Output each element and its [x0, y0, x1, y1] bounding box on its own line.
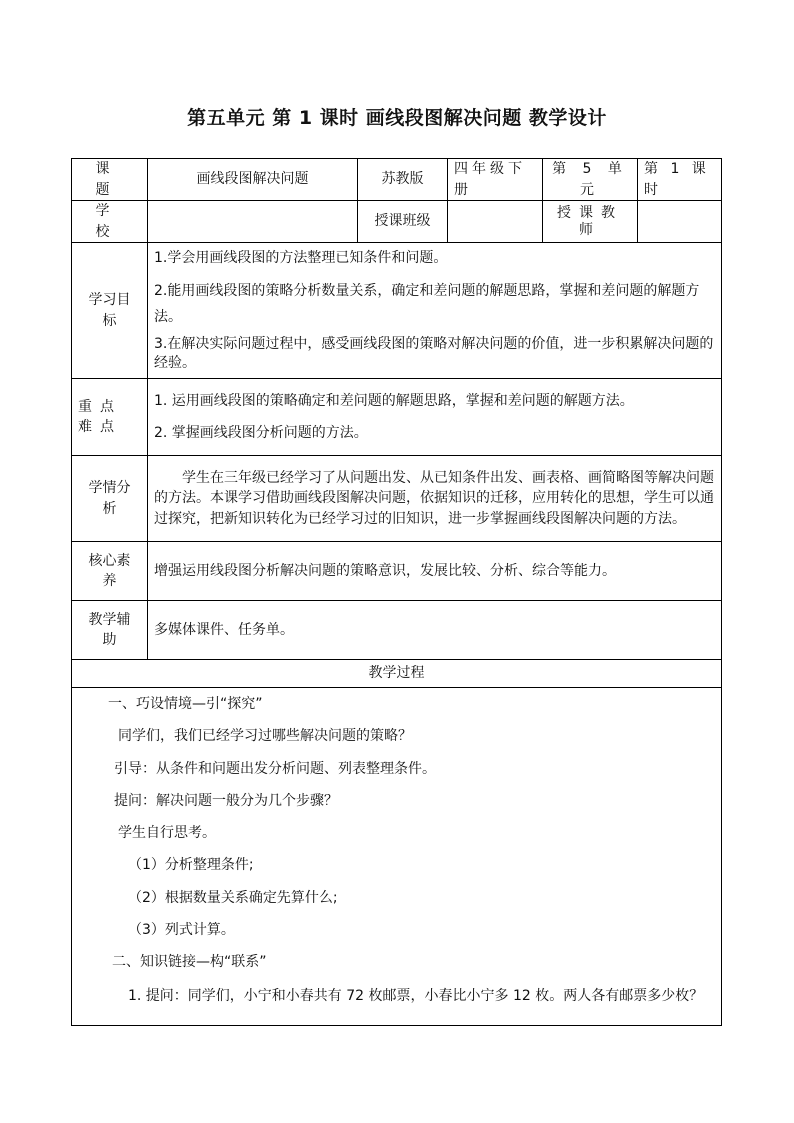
process-line: 学生自行思考。 [118, 825, 216, 842]
process-line: （2）根据数量关系确定先算什么; [128, 889, 338, 906]
process-line: 同学们，我们已经学习过哪些解决问题的策略？ [118, 728, 412, 745]
keypoint-item: 1. 运用画线段图的策略确定和差问题的解题思路，掌握和差问题的解题方法。 [154, 392, 634, 409]
class-value [448, 201, 543, 243]
analysis-text: 学生在三年级已经学习了从问题出发、从已知条件出发、画表格、画简略图等解决问题的方法。本课学习借助画线段图解决问题，依据知识的迁移，应用转化的思想，学生可以通过探究，把新知识转化为已经学习过的旧知识，进一步掌握画线段图解决问题的方法。 [154, 470, 714, 527]
row-school [72, 201, 722, 243]
literacy-text: 增强运用线段图分析解决问题的策略意识，发展比较、分析、综合等能力。 [154, 562, 616, 579]
analysis-label: 学情分析 [72, 456, 148, 542]
process-line: （3）列式计算。 [128, 922, 235, 939]
row-keypoints [72, 379, 722, 456]
teacher-value [638, 201, 722, 243]
grade-value: 四年级下册 [448, 159, 543, 201]
process-line: 提问：解决问题一般分为几个步骤？ [114, 792, 338, 809]
row-analysis [72, 456, 722, 542]
topic-value: 画线段图解决问题 [148, 159, 358, 201]
process-line: 引导：从条件和问题出发分析问题、列表整理条件。 [114, 760, 436, 777]
row-literacy [72, 542, 722, 601]
process-content [72, 688, 722, 1026]
publisher-value: 苏教版 [358, 159, 448, 201]
unit-value: 第 5 单元 [543, 159, 638, 201]
keypoint-item: 2. 掌握画线段图分析问题的方法。 [154, 425, 368, 441]
row-process-body [72, 688, 722, 1026]
process-line: 二、知识链接—构“联系” [112, 954, 267, 971]
goals-label: 学习目标 [72, 243, 148, 379]
teacher-label: 授课教师 [543, 201, 638, 243]
process-line: 一、巧设情境—引“探究” [108, 696, 263, 712]
row-aids [72, 601, 722, 660]
goal-item: 3.在解决实际问题过程中，感受画线段图的策略对解决问题的价值，进一步积累解决问题的经验。 [154, 335, 714, 372]
school-value [148, 201, 358, 243]
aids-label: 教学辅助 [72, 601, 148, 660]
aids-text: 多媒体课件、任务单。 [154, 621, 294, 638]
page-title: 第五单元 第 1 课时 画线段图解决问题 教学设计 [187, 107, 607, 129]
class-label: 授课班级 [358, 201, 448, 243]
process-line: （1）分析整理条件; [128, 857, 254, 874]
process-header: 教学过程 [72, 660, 722, 688]
goal-item: 1.学会用画线段图的方法整理已知条件和问题。 [154, 250, 448, 267]
school-label: 学 校 [72, 201, 148, 243]
lesson-value: 第 1 课时 [638, 159, 722, 201]
topic-label: 课 题 [72, 159, 148, 201]
keypoints-content [148, 379, 722, 456]
aids-content [148, 601, 722, 660]
process-line: 1. 提问：同学们，小宁和小春共有 72 枚邮票，小春比小宁多 12 枚。两人各有邮票多少枚？ [128, 987, 704, 1004]
literacy-content [148, 542, 722, 601]
goal-item: 2.能用画线段图的策略分析数量关系，确定和差问题的解题思路，掌握和差问题的解题方法。 [154, 282, 700, 326]
literacy-label: 核心素养 [72, 542, 148, 601]
row-process-header [72, 660, 722, 688]
lesson-plan-table [71, 158, 722, 1026]
keypoints-label: 重点难点 [72, 379, 148, 456]
row-topic [72, 159, 722, 201]
goals-content [148, 243, 722, 379]
analysis-content [148, 456, 722, 542]
row-goals [72, 243, 722, 379]
